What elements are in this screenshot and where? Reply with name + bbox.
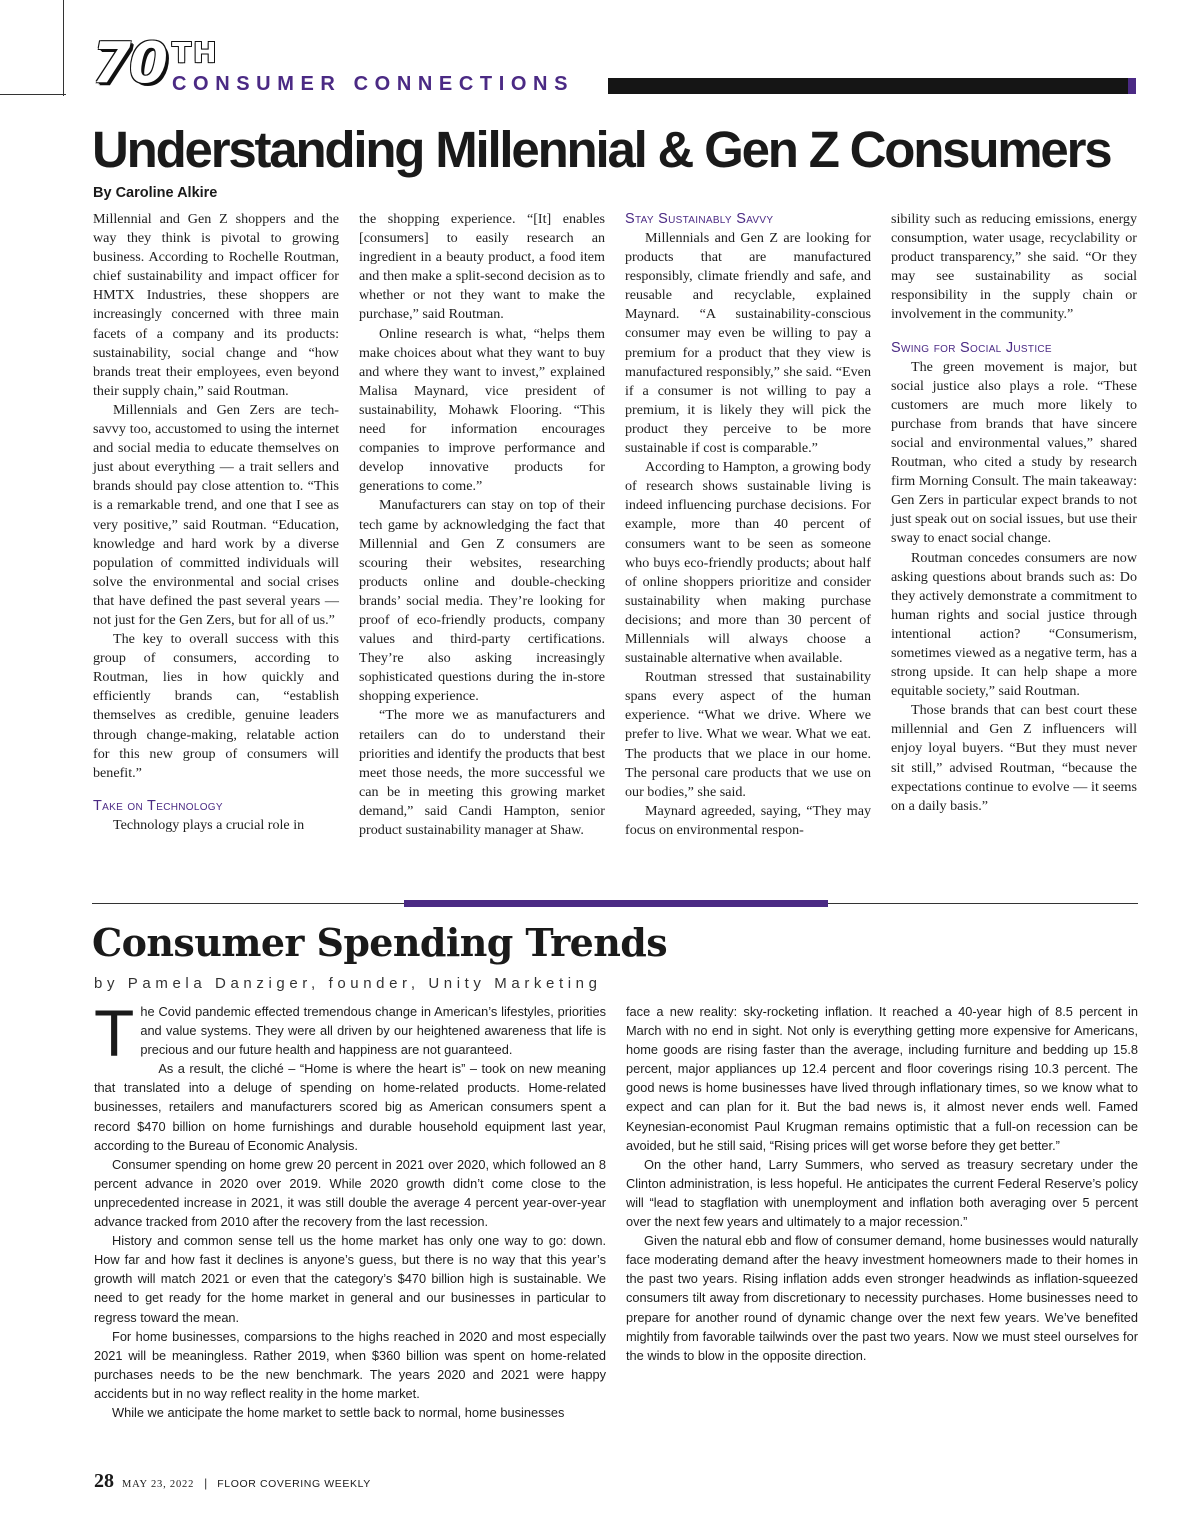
footer-separator: | — [204, 1476, 208, 1490]
article1-byline: By Caroline Alkire — [93, 185, 218, 201]
paragraph: face a new reality: sky-rocketing inflation. It reached a 40-year high of 8.5 percent in March with no end in sight. Not only is everything getting more expensive for Americans, home goods are rising faster than the average, including furniture and bedding up 15.8 percent, major appliances up 12.4 percent and floor coverings rising 10.3 percent. The good news is home businesses have lived through inflationary times, so we know what to expect and can plan for it. But the bad news is, it almost never ends well. Famed Keynesian-economist Paul Krugman remains optimistic that a full-on recession can be avoided, but he still said, “Rising prices will get worse before they get better.” — [626, 1004, 1138, 1153]
anniversary-logo-number: 70 — [92, 31, 166, 96]
subheading-technology: Take on Technology — [93, 797, 223, 814]
article1-column-1 — [93, 210, 339, 835]
article2-column-1 — [94, 996, 606, 1422]
paragraph: For home businesses, comparsions to the highs reached in 2020 and most especially 2021 will be meaningless. Rather 2019, when $360 billion was spent on home-related purchases needs to be the new benchmark. The years 2020 and 2021 were happy accidents but in no way reflect reality in the home market. — [94, 1328, 606, 1401]
article2-byline: by Pamela Danziger, founder, Unity Marketing — [94, 975, 602, 992]
issue-date: MAY 23, 2022 — [122, 1479, 195, 1490]
paragraph: The green movement is major, but social justice also plays a role. “These customers are much more likely to purchase from brands that have sincere social and environmental values,” shared Routman, who cited a study by research firm Morning Consult. The main takeaway: Gen Zers in particular expect brands to not just speak out on social issues, but use their sway to enact social change. — [891, 358, 1137, 547]
paragraph: the shopping experience. “[It] enables [consumers] to easily research an ingredient in a beauty product, a food item and then make a split-second decision as to whether or not they want to make the purchase,” said Routman. — [359, 211, 605, 323]
paragraph: Consumer spending on home grew 20 percent in 2021 over 2020, which followed an 8 percent advance in 2020 over 2019. While 2020 growth didn’t come close to the unprecedented increase in 2021, it was still double the average 4 percent year-over-year advance tracked from 2010 after the recovery from the last recession. — [94, 1156, 606, 1230]
section-divider-accent — [404, 900, 828, 907]
paragraph: Routman stressed that sustainability spans every aspect of the human experience. “What we drive. Where we prefer to live. What we wear. What we eat. The products that we place in our home. The personal care products that we use on our bodies,” she said. — [625, 669, 871, 800]
paragraph: Manufacturers can stay on top of their tech game by acknowledging the fact that Millennial and Gen Z consumers are scouring their websites, researching products online and double-checking brands’ social media. They’re looking for proof of eco-friendly products, company values and third-party certifications. They’re also asking increasingly sophisticated questions during the in-store shopping experience. — [359, 497, 605, 705]
header-rule-accent — [1128, 78, 1136, 94]
paragraph: Routman concedes consumers are now asking questions about brands such as: Do they actively demonstrate a commitment to human rights and social justice through intentional action? “Consumerism, sometimes viewed as a negative term, has a strong upside. It can help shape a more equitable society,” said Routman. — [891, 549, 1137, 700]
paragraph: Maynard agreeded, saying, “They may focus on environmental respon- — [625, 802, 871, 838]
paragraph: History and common sense tell us the home market has only one way to go: down. How far and how fast it declines is anyone’s guess, but there is no way that this year’s growth will match 2021 or even that the category’s $470 billion high is sustainable. We need to get ready for the home market in general and our businesses in particular to regress toward the mean. — [94, 1233, 606, 1325]
article2-title: Consumer Spending Trends — [92, 920, 668, 965]
publication-name: FLOOR COVERING WEEKLY — [217, 1478, 371, 1490]
subheading-social-justice: Swing for Social Justice — [891, 339, 1052, 356]
page-number: 28 — [94, 1470, 114, 1492]
anniversary-logo-suffix: TH — [172, 36, 219, 69]
header-rule — [608, 78, 1134, 94]
paragraph: Millennials and Gen Z are looking for products that are manufactured responsibly, climate friendly and safe, and reusable and recyclable, explained Maynard. “A sustainability-conscious consumer may even be willing to pay a premium for a product that they view is manufactured responsibly,” she said. “Even if a consumer is not willing to pay a premium, it is likely they will pick the product they perceive to be more sustainable if cost is comparable.” — [625, 230, 871, 457]
page-footer — [94, 1470, 371, 1493]
article1-column-2 — [359, 210, 605, 840]
paragraph: The key to overall success with this group of consumers, according to Routman, lies in how quickly and efficiently brands can, “establish themselves as credible, genuine leaders through change-making, relatable action for this new group of consumers will benefit.” — [93, 631, 339, 781]
paragraph: On the other hand, Larry Summers, who served as treasury secretary under the Clinton administration, is less hopeful. He anticipates the current Federal Reserve’s policy will “lead to stagflation with unemployment and inflation both averaging over 5 percent over the next few years and ultimately to a major recession.” — [626, 1156, 1138, 1230]
paragraph-text: he Covid pandemic effected tremendous change in American’s lifestyles, priorities and value systems. They were all driven by our heightened awareness that life is precious and our future health and happiness are not guaranteed. — [140, 1004, 606, 1058]
paragraph: Given the natural ebb and flow of consumer demand, home businesses would naturally face moderating demand after the heavy investment homeowners made to their homes in the past two years. Rising inflation adds even stronger headwinds as inflation-squeezed consumers tilt away from discretionary to necessity purchases. Home businesses need to prepare for another round of dynamic change over the next few years. We’ve benefited mightily from favorable tailwinds over the past two years. Now we must steel ourselves for the winds to blow in the opposite direction. — [626, 1233, 1138, 1363]
paragraph — [94, 996, 606, 1070]
article1-column-4 — [891, 210, 1137, 816]
crop-mark-horizontal — [0, 94, 66, 95]
crop-mark-vertical — [63, 0, 64, 96]
subheading-sustainability: Stay Sustainably Savvy — [625, 211, 774, 227]
article2-column-2 — [626, 1002, 1138, 1365]
paragraph: Technology plays a crucial role in — [113, 816, 305, 833]
article1-column-3 — [625, 210, 871, 840]
section-label: CONSUMER CONNECTIONS — [172, 73, 575, 95]
paragraph: sibility such as reducing emissions, energy consumption, water usage, recyclability or product transparency,” she said. “Or they may see sustainability as social responsibility in the supply chain or involvement in the community.” — [891, 211, 1137, 323]
article1-title: Understanding Millennial & Gen Z Consumers — [92, 121, 1111, 178]
paragraph: As a result, the cliché – “Home is where the heart is” – took on new meaning that translated into a deluge of spending on home-related products. Home-related businesses, retailers and manufacturers scored big as American consumers spent a record $470 billion on home furnishings and durable household equipment last year, according to the Bureau of Economic Analysis. — [94, 1061, 606, 1153]
drop-cap: T — [94, 996, 135, 1070]
paragraph: Those brands that can best court these millennial and Gen Z influencers will enjoy loyal buyers. “But they must never sit still,” advised Routman, “because the expectations continue to evolve — it seems on a daily basis.” — [891, 702, 1137, 814]
paragraph: Online research is what, “helps them make choices about what they want to buy and where they want to invest,” explained Malisa Maynard, vice president of sustainability, Mohawk Flooring. “This need for information encourages companies to improve performance and develop innovative products for generations to come.” — [359, 325, 605, 495]
paragraph: Millennial and Gen Z shoppers and the way they think is pivotal to growing business. According to Rochelle Routman, chief sustainability and impact officer for HMTX Industries, these shoppers are increasingly concerned with three main facets of a company and its products: sustainability, social change and “how brands treat their employees, even beyond their supply chain,” said Routman. — [93, 211, 339, 399]
paragraph: While we anticipate the home market to settle back to normal, home businesses — [112, 1404, 565, 1420]
paragraph: According to Hampton, a growing body of research shows sustainable living is indeed influencing purchase decisions. For example, more than 40 percent of consumers want to be seen as someone who buys eco-friendly products; about half of online shoppers prioritize and consider sustainability when making purchase decisions; and more than 30 percent of Millennials will always choose a sustainable alternative when available. — [625, 459, 871, 667]
paragraph: Millennials and Gen Zers are tech-savvy too, accustomed to using the internet and social media to educate themselves on just about everything — a trait sellers and brands should pay close attention to. “This is a remarkable trend, and one that I see as very positive,” said Routman. “Education, knowledge and hard work by a diverse population of committed individuals will solve the environmental and social crises that have defined the past several years — not just for the Gen Zers, but for all of us.” — [93, 401, 339, 628]
paragraph: “The more we as manufacturers and retailers can do to understand their priorities and identify the products that best meet those needs, the more successful we can be in meeting this growing market demand,” said Candi Hampton, senior product sustainability manager at Shaw. — [359, 707, 605, 838]
